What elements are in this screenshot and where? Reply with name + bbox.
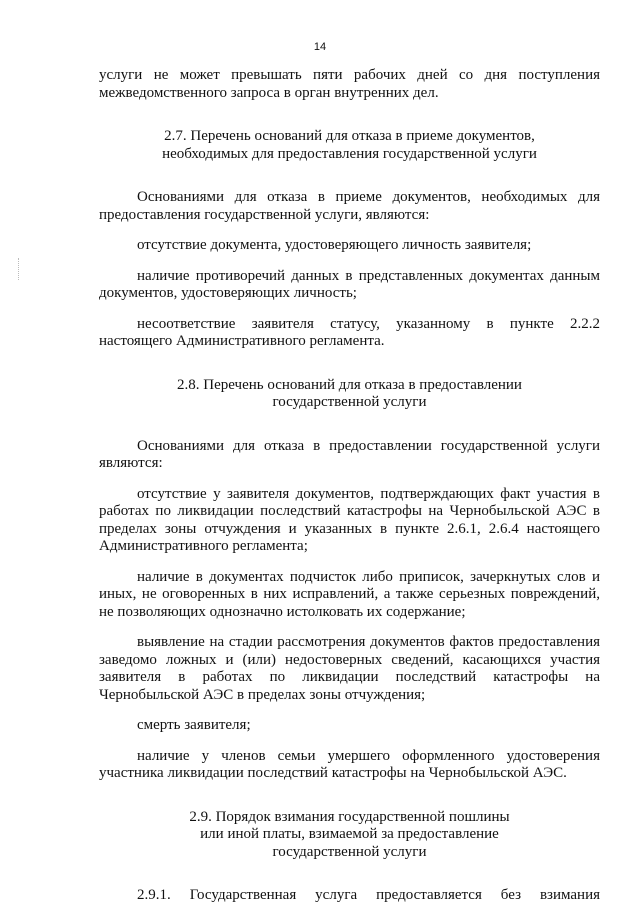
- section-2-7-heading-line2: необходимых для предоставления государственной услуги: [162, 145, 537, 162]
- section-2-8-lead: Основаниями для отказа в предоставлении государственной услуги являются:: [99, 437, 600, 471]
- section-2-8-heading-line1: 2.8. Перечень оснований для отказа в предоставлении: [177, 376, 522, 393]
- section-2-8-heading-line2: государственной услуги: [272, 394, 427, 410]
- section-2-7-lead: Основаниями для отказа в приеме документов, необходимых для предоставления государственной услуги, являются:: [99, 189, 600, 223]
- section-2-7-item: отсутствие документа, удостоверяющего личность заявителя;: [137, 237, 532, 253]
- section-2-9-heading: [99, 809, 600, 862]
- margin-mark: [18, 258, 20, 280]
- section-2-7-heading: [99, 128, 600, 163]
- section-2-8-item: наличие в документах подчисток либо приписок, зачеркнутых слов и иных, не оговоренных в них исправлений, а также серьезных повреждений, не позволяющих однозначно истолковать их содержание;: [99, 568, 600, 620]
- section-2-8-item: выявление на стадии рассмотрения документов фактов предоставления заведомо ложных и (или) недостоверных сведений, касающихся участия заявителя в работах по ликвидации последствий катастрофы на Чернобыльской АЭС в пределах зоны отчуждения;: [99, 634, 600, 703]
- section-2-9-heading-line2: или иной платы, взимаемой за предоставление: [200, 826, 499, 842]
- section-2-8-item: отсутствие у заявителя документов, подтверждающих факт участия в работах по ликвидации последствий катастрофы на Чернобыльской АЭС в пределах зоны отчуждения и указанных в пункте 2.6.1, 2.6.4 настоящего Административного регламента;: [99, 485, 600, 554]
- document-body: [99, 67, 600, 905]
- section-2-7-heading-line1: 2.7. Перечень оснований для отказа в приеме документов,: [164, 128, 535, 144]
- page-number: 14: [313, 41, 327, 53]
- section-2-8-item: наличие у членов семьи умершего оформленного удостоверения участника ликвидации последствий катастрофы на Чернобыльской АЭС.: [99, 747, 600, 781]
- section-2-7-item: несоответствие заявителя статусу, указанному в пункте 2.2.2 настоящего Административного регламента.: [99, 315, 600, 349]
- section-2-8-item: смерть заявителя;: [137, 717, 251, 733]
- section-2-8-heading: [99, 377, 600, 412]
- section-2-7-item: наличие противоречий данных в представленных документах данным документов, удостоверяющих личность;: [99, 267, 600, 301]
- intro-paragraph: услуги не может превышать пяти рабочих дней со дня поступления межведомственного запроса в орган внутренних дел.: [99, 67, 600, 101]
- section-2-9-1-paragraph: 2.9.1. Государственная услуга предоставляется без взимания: [137, 887, 600, 903]
- section-2-9-heading-line3: государственной услуги: [272, 843, 427, 860]
- section-2-9-heading-line1: 2.9. Порядок взимания государственной пошлины: [189, 808, 510, 825]
